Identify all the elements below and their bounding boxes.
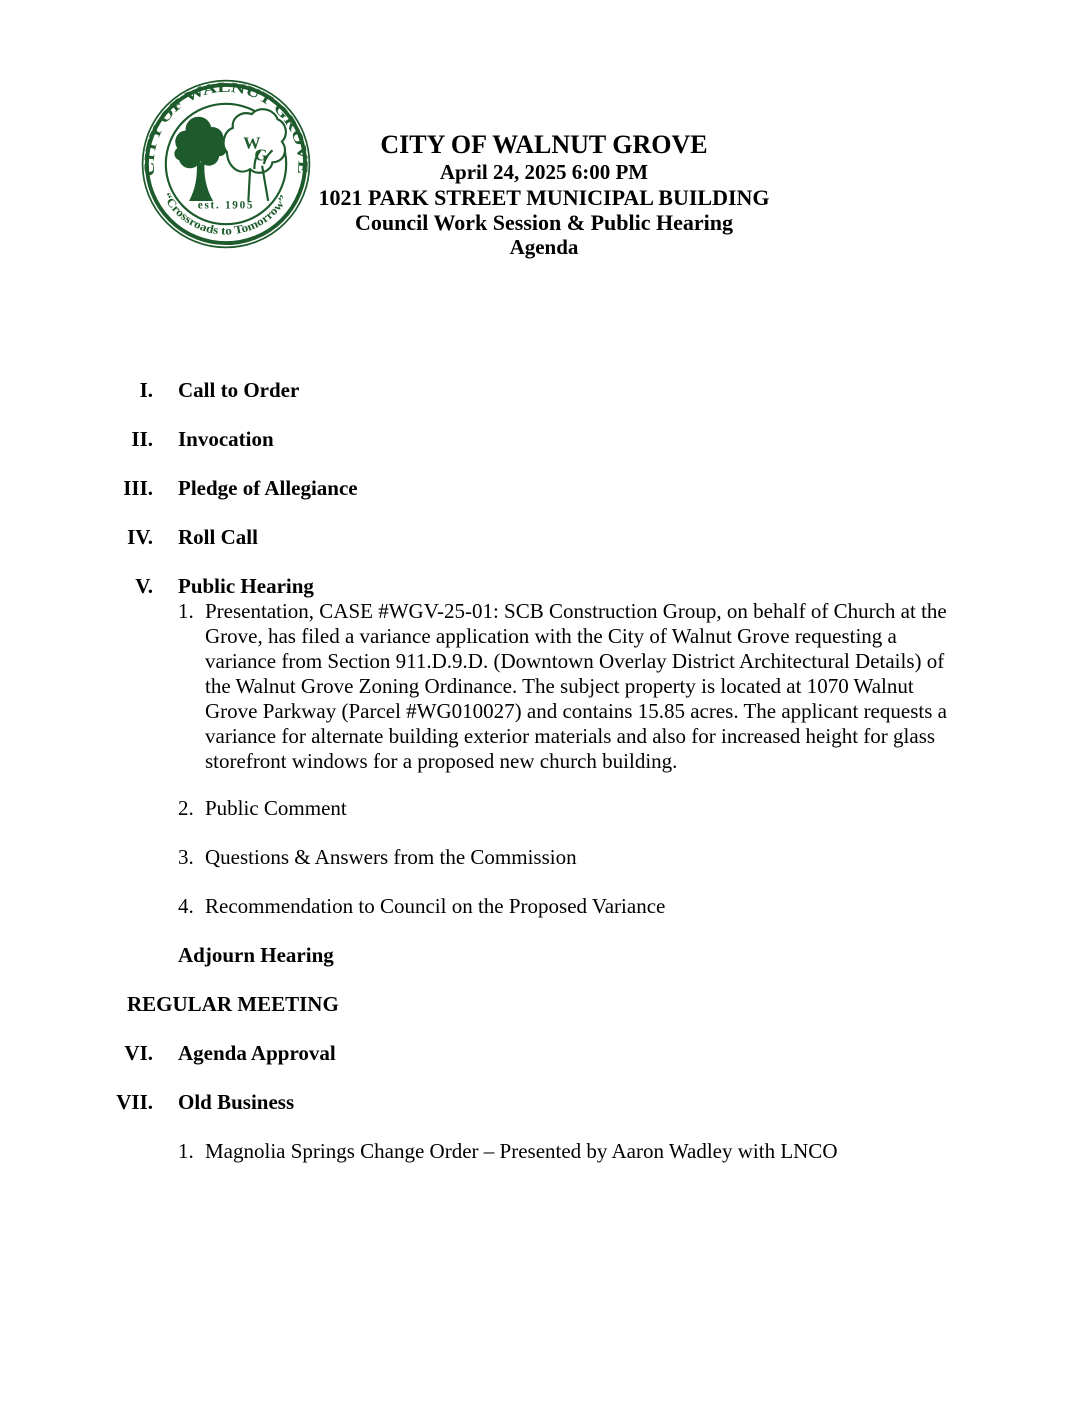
agenda-item-agenda-approval [0,1041,1088,1066]
item-numeral: I. [139,378,153,402]
item-numeral: III. [123,476,153,500]
sub-item-text: Magnolia Springs Change Order – Presented by Aaron Wadley with LNCO [205,1139,838,1163]
agenda-body [0,378,1088,1188]
agenda-item-call-to-order [0,378,1088,403]
sub-item-text: Recommendation to Council on the Proposed Variance [205,894,666,918]
meeting-session-type: Council Work Session & Public Hearing [355,210,733,235]
sub-item-number: 1. [178,1139,194,1163]
sub-item-number: 1. [178,599,194,623]
agenda-item-public-hearing [0,574,1088,599]
document-header [0,130,1088,260]
item-label: Public Hearing [178,574,314,598]
item-label: Pledge of Allegiance [178,476,358,500]
item-label: Call to Order [178,378,300,402]
sub-item-text: Presentation, CASE #WGV-25-01: SCB Construction Group, on behalf of Church at the Grove, has filed a variance application with the City of Walnut Grove requesting a variance from Section 911.D.9.D. (Downtown Overlay District Architectural Details) of the Walnut Grove Zoning Ordinance. The subject property is located at 1070 Walnut Grove Parkway (Parcel #WG010027) and contains 15.85 acres. The applicant requests a variance for alternate building exterior materials and also for increased height for glass storefront windows for a proposed new church building. [205,599,947,773]
agenda-item-pledge [0,476,1088,501]
item-label: Invocation [178,427,274,451]
item-numeral: V. [135,574,153,598]
item-numeral: VII. [116,1090,153,1114]
item-numeral: II. [131,427,153,451]
document-type-label: Agenda [509,235,579,259]
agenda-item-old-business [0,1090,1088,1115]
seal-ring-text-bottom: “Crossroads to Tomorrow” [160,190,290,238]
seal-ring-text-top: CITY OF WALNUT GROVE [141,79,311,177]
seal-est-text: est. 1905 [197,199,255,212]
item-numeral: VI. [124,1041,153,1065]
sub-item-number: 4. [178,894,194,918]
adjourn-hearing-label: Adjourn Hearing [178,943,334,967]
public-hearing-sub-item-public-comment [178,796,960,821]
meeting-datetime: April 24, 2025 6:00 PM [439,160,649,184]
item-label: Agenda Approval [178,1041,336,1065]
item-numeral: IV. [127,525,153,549]
page-title: CITY OF WALNUT GROVE [380,130,708,159]
sub-item-number: 2. [178,796,194,820]
sub-item-text: Questions & Answers from the Commission [205,845,577,869]
sub-item-number: 3. [178,845,194,869]
old-business-sub-item-magnolia-springs [178,1139,960,1164]
public-hearing-sub-item-recommendation [178,894,960,919]
public-hearing-sub-item-questions [178,845,960,870]
sub-item-text: Public Comment [205,796,347,820]
regular-meeting-heading: REGULAR MEETING [127,992,339,1016]
vertical-spacer [0,774,1088,796]
agenda-item-roll-call [0,525,1088,550]
public-hearing-sub-item-presentation [178,599,960,774]
seal-monogram-w: W [243,133,261,153]
item-label: Old Business [178,1090,295,1114]
agenda-item-invocation [0,427,1088,452]
seal-monogram-g: G [254,145,268,165]
item-label: Roll Call [178,525,258,549]
meeting-address: 1021 PARK STREET MUNICIPAL BUILDING [318,185,770,210]
